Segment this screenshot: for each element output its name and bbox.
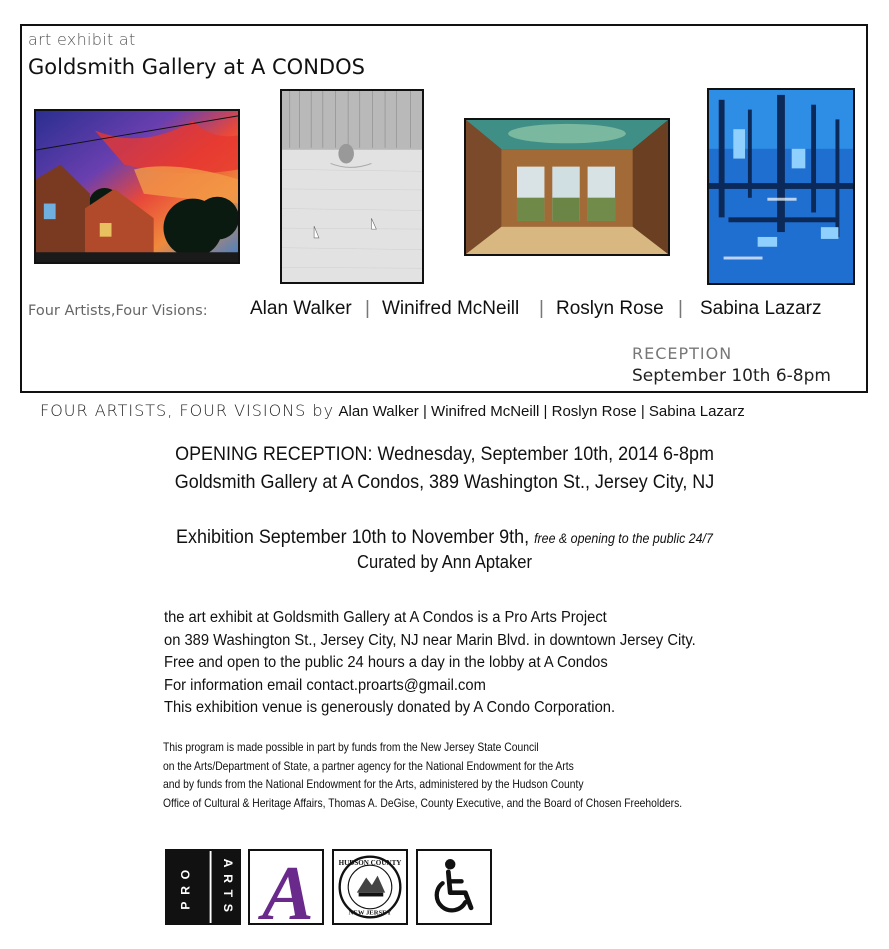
subtitle-lead: FOUR ARTISTS, FOUR VISIONS by — [40, 401, 335, 420]
wheelchair-icon — [418, 851, 490, 923]
funding-line: and by funds from the National Endowment for the Arts, administered by the Hudson County — [163, 777, 584, 791]
eyebrow-text: art exhibit at — [28, 30, 136, 49]
artist-name-roslyn-rose: Roslyn Rose — [556, 298, 664, 319]
funding-line: on the Arts/Department of State, a partner agency for the National Endowment for the Arts — [163, 758, 574, 773]
pro-arts-logo-left: PRO — [178, 863, 193, 910]
artwork-winifred-mcneill — [280, 89, 424, 284]
artwork-sabina-lazarz — [707, 88, 855, 285]
info-paragraph — [164, 607, 696, 720]
exhibition-dates — [36, 526, 854, 549]
artist-separator: | — [678, 298, 683, 319]
exhibition-dates-text: Exhibition September 10th to November 9th, — [176, 526, 530, 548]
artist-name-sabina-lazarz: Sabina Lazarz — [700, 298, 822, 319]
artist-name-alan-walker: Alan Walker — [250, 298, 352, 319]
pro-arts-logo-right: ARTS — [220, 858, 235, 919]
hudson-county-seal — [332, 849, 408, 925]
info-line: Free and open to the public 24 hours a day in the lobby at A Condos — [164, 654, 608, 671]
a-condos-logo-letter: A — [261, 851, 314, 923]
pro-arts-logo — [165, 849, 241, 925]
artwork-alan-walker — [34, 109, 240, 264]
gallery-title: Goldsmith Gallery at A CONDOS — [28, 55, 365, 79]
artist-separator: | — [365, 298, 370, 319]
gallery-address: Goldsmith Gallery at A Condos, 389 Washington St., Jersey City, NJ — [174, 471, 715, 493]
artist-separator: | — [539, 298, 544, 319]
info-line: the art exhibit at Goldsmith Gallery at A Condos is a Pro Arts Project — [164, 609, 607, 626]
funding-line: This program is made possible in part by funds from the New Jersey State Council — [163, 740, 539, 754]
curator-line: Curated by Ann Aptaker — [357, 552, 532, 572]
artwork-roslyn-rose — [464, 118, 670, 256]
reception-date: September 10th 6-8pm — [632, 366, 831, 386]
funding-line: Office of Cultural & Heritage Affairs, Thomas A. DeGise, County Executive, and the Board of Chosen Freeholders. — [163, 795, 683, 810]
hudson-seal-bottom: NEW JERSEY — [348, 909, 392, 917]
info-line: on 389 Washington St., Jersey City, NJ near Marin Blvd. in downtown Jersey City. — [164, 631, 696, 649]
info-line: This exhibition venue is generously donated by A Condo Corporation. — [164, 699, 616, 716]
exhibition-note: free & opening to the public 24/7 — [534, 531, 713, 546]
artists-row-lead: Four Artists,Four Visions: — [28, 303, 208, 319]
a-condos-logo — [248, 849, 324, 925]
accessibility-logo — [416, 849, 492, 925]
hudson-seal-top: HUDSON COUNTY — [338, 859, 402, 868]
subtitle-names: Alan Walker | Winifred McNeill | Roslyn Rose | Sabina Lazarz — [338, 403, 745, 420]
artist-name-winifred-mcneill: Winifred McNeill — [382, 298, 520, 319]
opening-reception: OPENING RECEPTION: Wednesday, September 10th, 2014 6-8pm — [175, 443, 714, 465]
subtitle-line — [40, 401, 745, 421]
funding-credit — [163, 738, 682, 812]
reception-label: RECEPTION — [632, 344, 733, 363]
info-line-email: For information email contact.proarts@gmail.com — [164, 676, 486, 694]
